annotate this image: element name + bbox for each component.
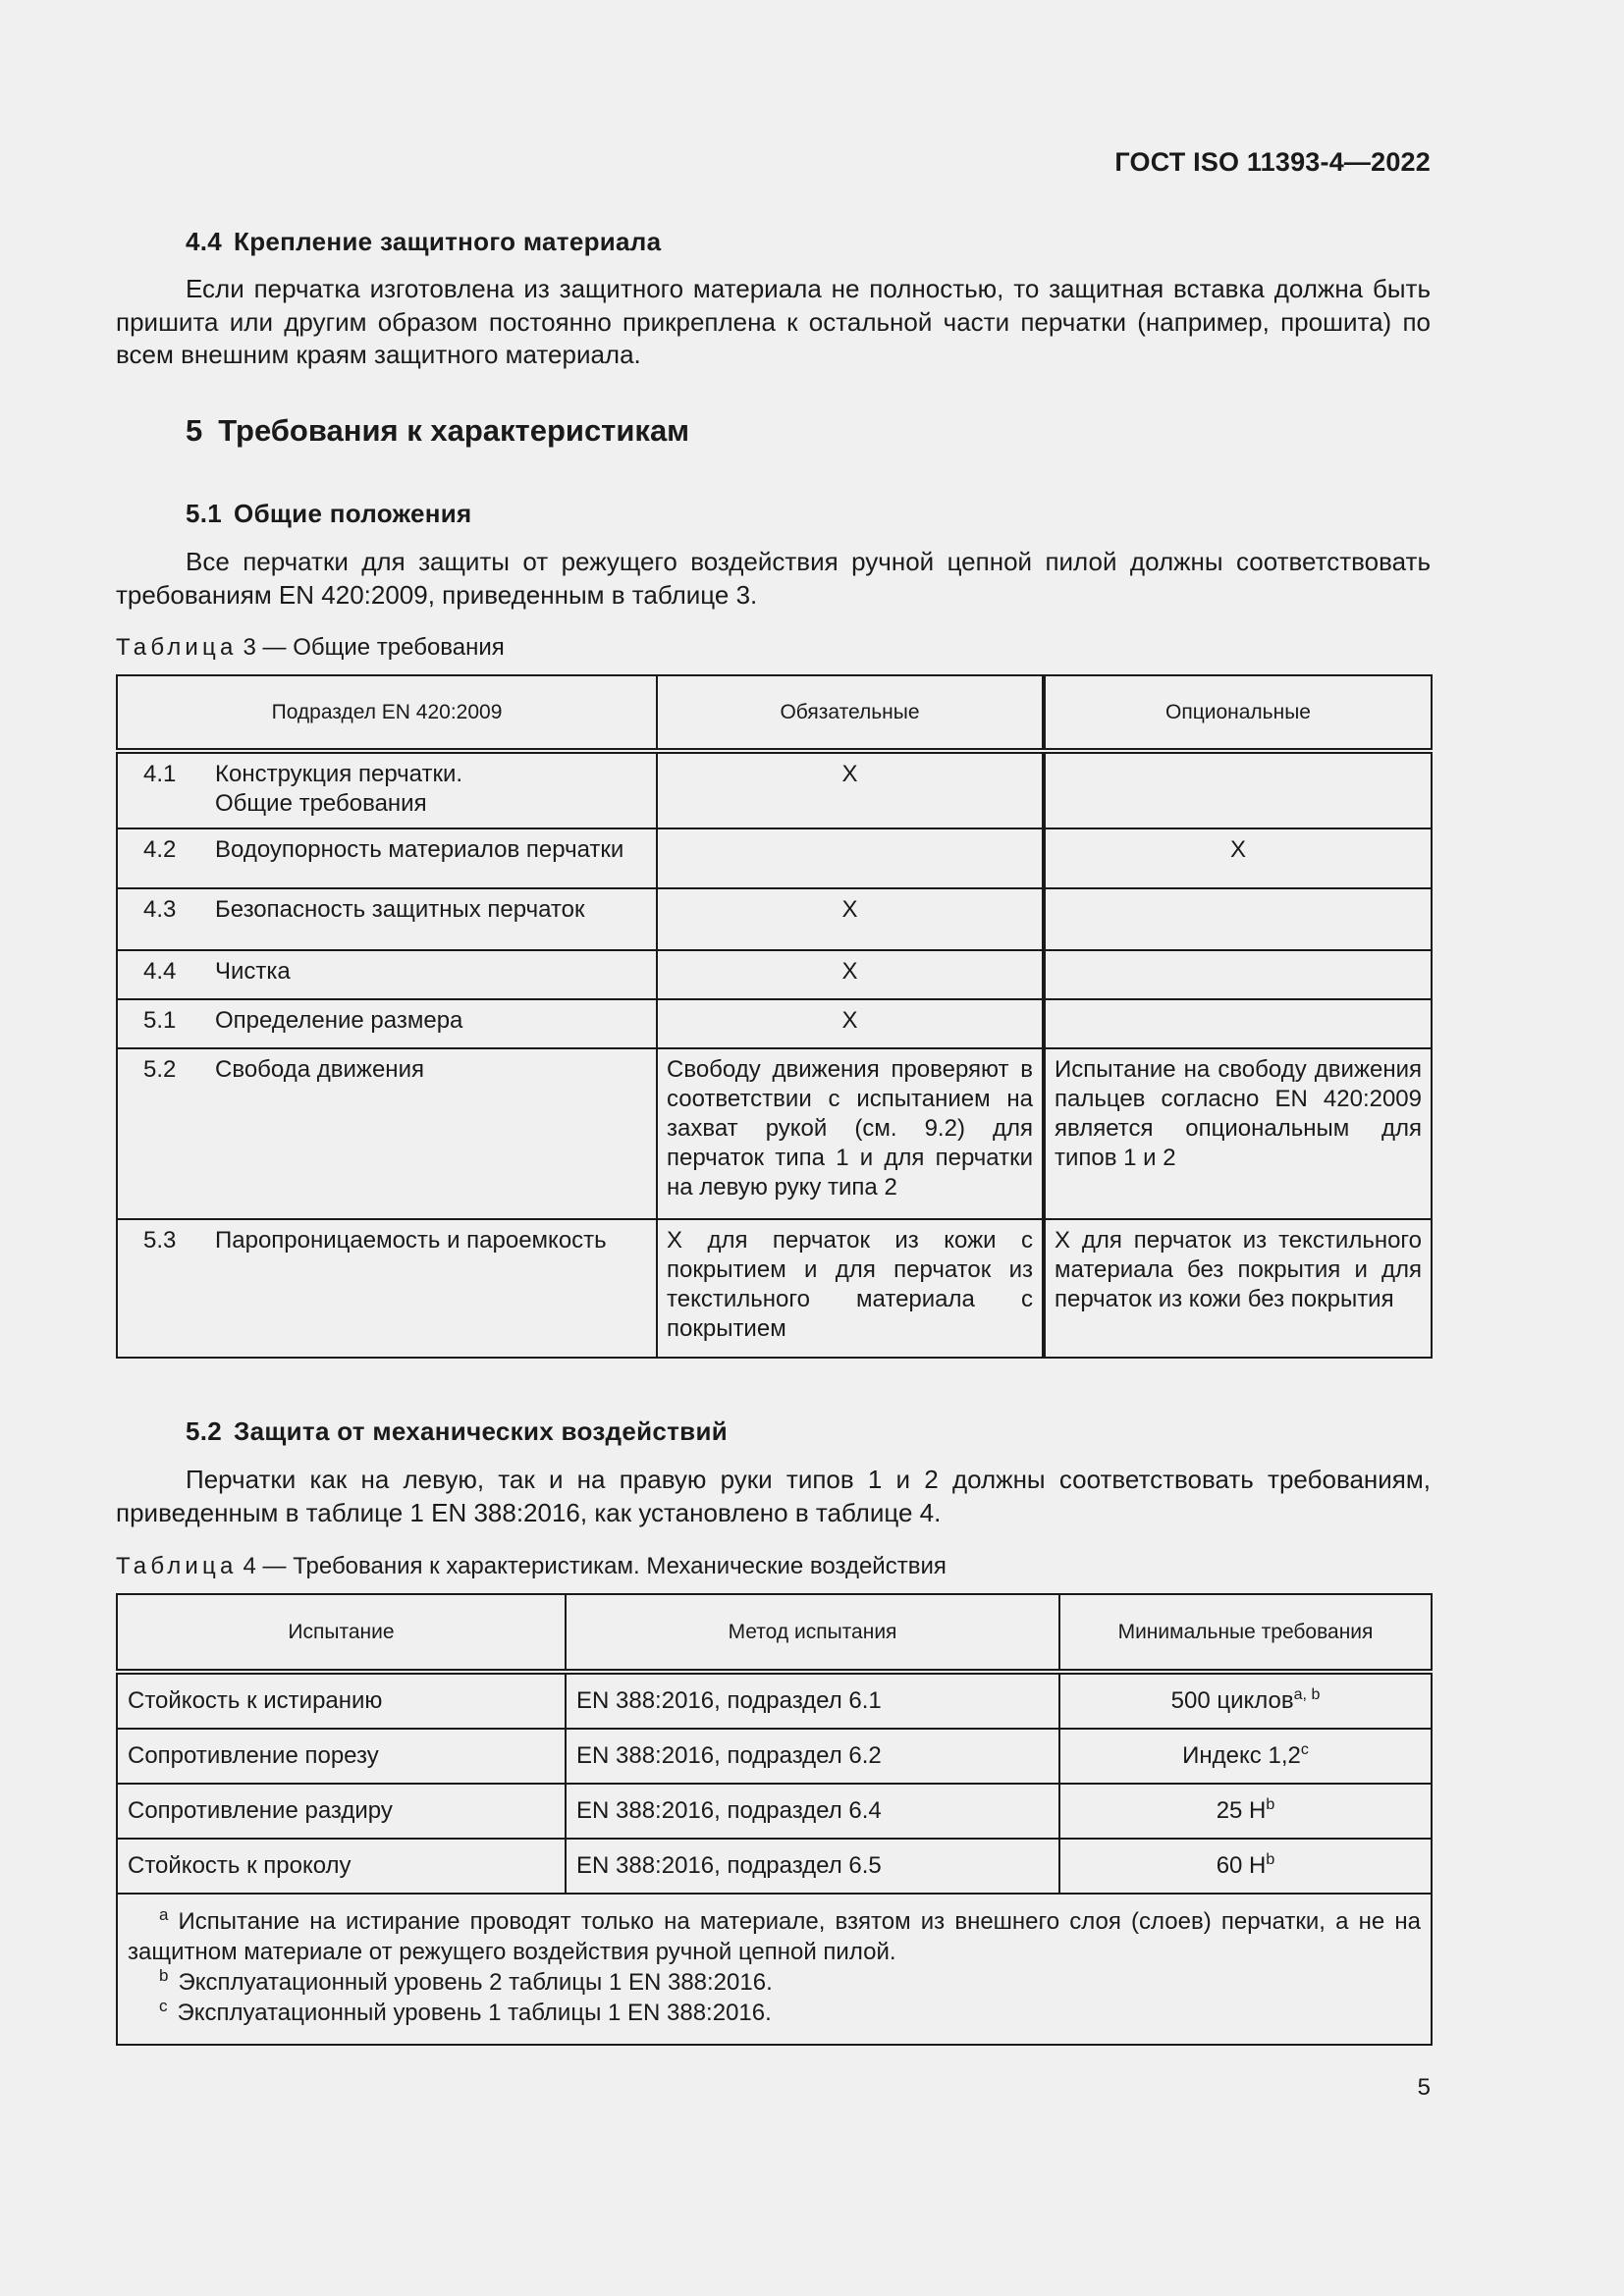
footnote-text: Испытание на истирание проводят только на материале, взятом из внешнего слоя (слоев) перчатки, а не на защитном материале от режущего воздействия ручной цепной пилой. — [128, 1908, 1421, 1965]
page-number: 5 — [1417, 2074, 1431, 2101]
footnote-mark: a — [159, 1905, 169, 1924]
optional-cell — [1044, 999, 1432, 1048]
table-notes — [117, 1894, 1432, 2045]
footnote-text: Эксплуатационный уровень 1 таблицы 1 EN 388:2016. — [177, 2000, 772, 2026]
footnote — [128, 1967, 1421, 1998]
footnote-mark: b — [1266, 1851, 1275, 1868]
table-row — [117, 1784, 1432, 1839]
requirement-value: Индекс 1,2 — [1182, 1742, 1301, 1769]
table-4-caption — [116, 1553, 947, 1580]
header-cell: Обязательные — [657, 675, 1044, 751]
optional-cell: X для перчаток из текстильного материала без покрытия и для перчаток из кожи без покрытия — [1044, 1219, 1432, 1358]
table-row — [117, 1839, 1432, 1894]
test-cell: Сопротивление раздиру — [117, 1784, 566, 1839]
mandatory-cell: X — [657, 751, 1044, 828]
caption-text: 3 — Общие требования — [243, 634, 505, 661]
subsection-number: 4.4 — [143, 958, 177, 985]
subsection-cell — [117, 888, 657, 950]
method-cell: EN 388:2016, подраздел 6.4 — [566, 1784, 1059, 1839]
table-header-row — [117, 675, 1432, 751]
table-row — [117, 1729, 1432, 1784]
footnote-text: Эксплуатационный уровень 2 таблицы 1 EN 388:2016. — [178, 1969, 773, 1996]
table-row — [117, 751, 1432, 828]
method-cell: EN 388:2016, подраздел 6.5 — [566, 1839, 1059, 1894]
section-number: 5.2 — [186, 1416, 223, 1446]
subsection-number: 5.2 — [143, 1056, 177, 1083]
requirement-cell — [1059, 1839, 1432, 1894]
header-cell: Испытание — [117, 1594, 566, 1672]
subsection-cell — [117, 950, 657, 999]
requirement-value: 25 Н — [1216, 1797, 1267, 1824]
section-5-2-text: Перчатки как на левую, так и на правую руки типов 1 и 2 должны соответствовать требованиям, приведенным в таблице 1 EN 388:2016, как установлено в таблице 4. — [116, 1465, 1431, 1527]
header-cell: Опциональные — [1044, 675, 1432, 751]
footnote — [128, 1906, 1421, 1967]
table-header-row — [117, 1594, 1432, 1672]
section-5-1-text: Все перчатки для защиты от режущего воздействия ручной цепной пилой должны соответствовать требованиям EN 420:2009, приведенным в таблице 3. — [116, 547, 1431, 610]
subsection-number: 5.1 — [143, 1007, 177, 1034]
table-row — [117, 828, 1432, 888]
requirement-cell — [1059, 1672, 1432, 1729]
mandatory-cell: X — [657, 999, 1044, 1048]
section-number: 4.4 — [186, 227, 223, 256]
requirement-cell — [1059, 1784, 1432, 1839]
requirement-value: 60 Н — [1216, 1852, 1267, 1879]
table-3 — [116, 674, 1433, 1359]
footnote-mark: b — [159, 1966, 169, 1985]
table-3-caption — [116, 634, 505, 662]
subsection-title: Чистка — [215, 958, 291, 985]
section-title: Крепление защитного материала — [234, 227, 662, 256]
section-number: 5 — [186, 413, 203, 448]
method-cell: EN 388:2016, подраздел 6.2 — [566, 1729, 1059, 1784]
mandatory-cell: X для перчаток из кожи с покрытием и для перчаток из текстильного материала с покрытием — [657, 1219, 1044, 1358]
subsection-number: 4.3 — [143, 896, 177, 923]
table-row — [117, 1048, 1432, 1219]
section-5-1-heading — [186, 499, 472, 529]
test-cell: Стойкость к истиранию — [117, 1672, 566, 1729]
table-row — [117, 999, 1432, 1048]
table-4 — [116, 1593, 1433, 2046]
method-cell: EN 388:2016, подраздел 6.1 — [566, 1672, 1059, 1729]
header-cell: Подраздел EN 420:2009 — [117, 675, 657, 751]
subsection-cell — [117, 751, 657, 828]
optional-cell — [1044, 888, 1432, 950]
optional-cell: Испытание на свободу движения пальцев согласно EN 420:2009 является опциональным для типов 1 и 2 — [1044, 1048, 1432, 1219]
subsection-number: 4.2 — [143, 836, 177, 863]
requirement-value: 500 циклов — [1170, 1687, 1294, 1714]
subsection-title-line: Конструкция перчатки. — [215, 761, 463, 787]
table-row — [117, 1219, 1432, 1358]
section-title: Общие положения — [234, 499, 472, 528]
subsection-title: Определение размера — [215, 1007, 463, 1034]
footnote-mark: b — [1266, 1796, 1275, 1813]
mandatory-cell: X — [657, 950, 1044, 999]
caption-label: Таблица — [116, 634, 238, 661]
subsection-cell — [117, 999, 657, 1048]
section-number: 5.1 — [186, 499, 223, 528]
table-notes-row — [117, 1894, 1432, 2045]
caption-label: Таблица — [116, 1553, 238, 1579]
section-title: Защита от механических воздействий — [234, 1416, 729, 1446]
section-title: Требования к характеристикам — [218, 413, 690, 448]
requirement-cell — [1059, 1729, 1432, 1784]
test-cell: Сопротивление порезу — [117, 1729, 566, 1784]
subsection-cell — [117, 1048, 657, 1219]
optional-cell — [1044, 950, 1432, 999]
optional-cell — [1044, 751, 1432, 828]
mandatory-cell: X — [657, 888, 1044, 950]
footnote-mark: a, b — [1293, 1686, 1321, 1703]
subsection-title — [215, 760, 647, 819]
test-cell: Стойкость к проколу — [117, 1839, 566, 1894]
subsection-number: 5.3 — [143, 1227, 177, 1254]
subsection-number: 4.1 — [143, 761, 177, 787]
subsection-title: Безопасность защитных перчаток — [215, 896, 585, 923]
footnote-mark: c — [159, 1997, 168, 2015]
mandatory-cell — [657, 828, 1044, 888]
subsection-cell — [117, 828, 657, 888]
table-row — [117, 950, 1432, 999]
table-row — [117, 888, 1432, 950]
optional-cell: X — [1044, 828, 1432, 888]
header-cell: Минимальные требования — [1059, 1594, 1432, 1672]
table-row — [117, 1672, 1432, 1729]
subsection-cell — [117, 1219, 657, 1358]
caption-text: 4 — Требования к характеристикам. Механические воздействия — [243, 1553, 947, 1579]
section-4-4-heading — [186, 227, 661, 257]
header-cell: Метод испытания — [566, 1594, 1059, 1672]
subsection-title: Паропроницаемость и пароемкость — [215, 1227, 607, 1254]
footnote-mark: c — [1300, 1741, 1309, 1758]
section-5-2-heading — [186, 1416, 728, 1447]
section-4-4-text: Если перчатка изготовлена из защитного материала не полностью, то защитная вставка должна быть пришита или другим образом постоянно прикреплена к остальной части перчатки (например, прошита) по всем внешним краям защитного материала. — [116, 274, 1431, 369]
document-code: ГОСТ ISO 11393-4—2022 — [1114, 147, 1431, 177]
subsection-title: Водоупорность материалов перчатки — [215, 836, 624, 863]
footnote — [128, 1998, 1421, 2028]
section-5-heading — [186, 413, 689, 449]
mandatory-cell: Свободу движения проверяют в соответствии с испытанием на захват рукой (см. 9.2) для перчаток типа 1 и для перчатки на левую руку типа 2 — [657, 1048, 1044, 1219]
subsection-title: Свобода движения — [215, 1056, 424, 1083]
subsection-title-line: Общие требования — [215, 790, 427, 817]
